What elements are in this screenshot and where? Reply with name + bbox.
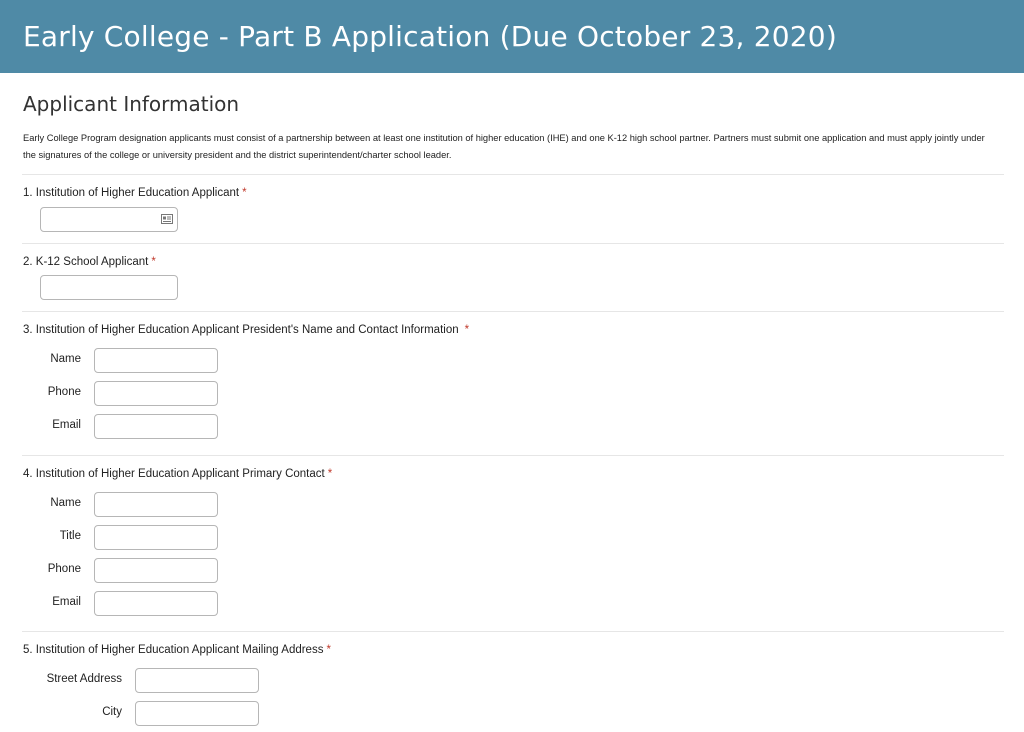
president-phone-input[interactable] (94, 381, 218, 406)
question-3-label: 3. Institution of Higher Education Applicant President's Name and Contact Information * (23, 324, 470, 336)
section-intro: Early College Program designation applicants must consist of a partnership between at least one institution of higher education (IHE) and one K-12 high school partner. Partners must submit one application and must apply jointly under the signatures of the college or university president and the district superintendent/charter school leader. (23, 133, 985, 160)
page-title: Early College - Part B Application (Due October 23, 2020) (23, 20, 837, 53)
city-label: City (102, 706, 122, 718)
k12-applicant-input[interactable] (40, 275, 178, 300)
question-2-label: 2. K-12 School Applicant * (23, 256, 156, 268)
president-name-label: Name (50, 353, 81, 365)
question-4-label: 4. Institution of Higher Education Applicant Primary Contact * (23, 468, 333, 480)
required-marker: * (242, 187, 247, 199)
president-email-label: Email (52, 419, 81, 431)
question-2 (22, 244, 1004, 311)
form-content (0, 92, 1024, 732)
question-5-label: 5. Institution of Higher Education Applicant Mailing Address * (23, 644, 331, 656)
contact-title-label: Title (59, 530, 81, 542)
section-title: Applicant Information (23, 92, 240, 116)
contact-card-icon[interactable] (161, 214, 173, 224)
contact-name-label: Name (50, 497, 81, 509)
president-phone-label: Phone (47, 386, 81, 398)
required-marker: * (464, 324, 470, 336)
question-5 (22, 632, 1004, 732)
president-email-input[interactable] (94, 414, 218, 439)
question-1 (22, 175, 1004, 243)
president-name-input[interactable] (94, 348, 218, 373)
street-address-label: Street Address (46, 673, 122, 685)
contact-title-input[interactable] (94, 525, 218, 550)
question-4 (22, 456, 1004, 631)
street-address-input[interactable] (135, 668, 259, 693)
ihe-applicant-input[interactable] (40, 207, 178, 232)
required-marker: * (151, 256, 156, 268)
contact-phone-input[interactable] (94, 558, 218, 583)
contact-name-input[interactable] (94, 492, 218, 517)
required-marker: * (326, 644, 331, 656)
question-3 (22, 312, 1004, 455)
contact-email-label: Email (52, 596, 81, 608)
page-header (0, 0, 1024, 73)
city-input[interactable] (135, 701, 259, 726)
contact-email-input[interactable] (94, 591, 218, 616)
required-marker: * (327, 468, 333, 480)
contact-phone-label: Phone (47, 563, 81, 575)
question-1-label: 1. Institution of Higher Education Applicant * (23, 187, 247, 199)
